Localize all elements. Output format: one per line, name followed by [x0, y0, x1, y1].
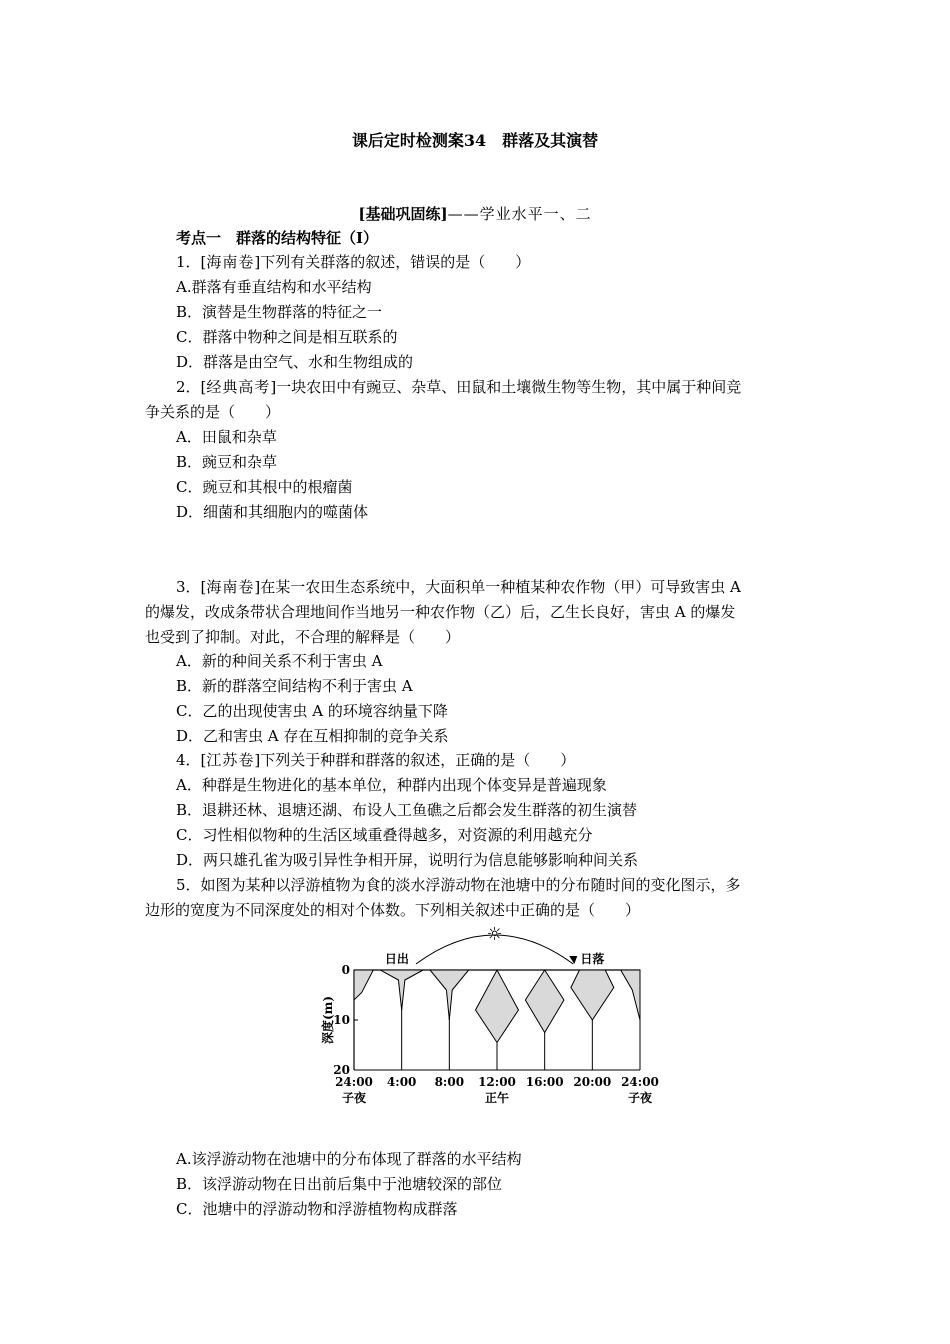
page-title: 课后定时检测案34 群落及其演替 [351, 131, 599, 150]
kaodian-heading: 考点一 群落的结构特征（Ⅰ） [176, 229, 379, 247]
section-label: [基础巩固练] [358, 205, 448, 223]
profile-polygon [476, 970, 519, 1043]
question-4-option-c: C．习性相似物种的生活区域重叠得越多，对资源的利用越充分 [176, 826, 593, 844]
arrow-head-icon [569, 956, 577, 964]
x-sublabel: 子夜 [341, 1091, 367, 1105]
sunset-label: 日落 [580, 952, 605, 966]
question-4-option-b: B．退耕还林、退塘还湖、布设人工鱼礁之后都会发生群落的初生演替 [176, 801, 638, 819]
x-tick-label: 4:00 [386, 1075, 417, 1089]
x-tick-label: 24:00 [621, 1075, 659, 1089]
question-3-option-d: D．乙和害虫 A 存在互相抑制的竞争关系 [176, 727, 449, 745]
sunrise-label: 日出 [384, 952, 409, 966]
zooplankton-chart [320, 920, 660, 1120]
x-tick-label: 20:00 [573, 1075, 612, 1089]
question-5-option-b: B．该浮游动物在日出前后集中于池塘较深的部位 [176, 1175, 503, 1193]
y-tick-label: 20 [333, 1063, 350, 1077]
question-4-option-a: A．种群是生物进化的基本单位，种群内出现个体变异是普遍现象 [176, 776, 607, 794]
x-tick-label: 24:00 [335, 1075, 373, 1089]
question-5-stem-line2: 边形的宽度为不同深度处的相对个体数。下列相关叙述中正确的是（ ） [145, 901, 641, 919]
profile-polygon [525, 970, 564, 1033]
x-sublabel: 正午 [484, 1091, 510, 1105]
sun-icon: ☼ [486, 924, 503, 945]
y-tick-label: 0 [341, 963, 350, 977]
section-heading [0, 203, 950, 224]
question-3-option-a: A．新的种间关系不利于害虫 A [176, 652, 383, 670]
y-tick-label: 10 [333, 1013, 350, 1027]
question-1-option-a: A.群落有垂直结构和水平结构 [176, 278, 372, 296]
question-1-option-d: D．群落是由空气、水和生物组成的 [176, 353, 414, 371]
question-2-stem: 2．[经典高考]一块农田中有豌豆、杂草、田鼠和土壤微生物等生物，其中属于种间竞 [176, 378, 742, 396]
question-2-stem-line2: 争关系的是（ ） [145, 403, 281, 421]
profile-polygon [621, 970, 640, 1020]
question-3-stem-line3: 也受到了抑制。对此，不合理的解释是（ ） [145, 628, 461, 646]
question-1-stem: 1．[海南卷]下列有关群落的叙述，错误的是（ ） [176, 253, 531, 271]
question-4-stem: 4．[江苏卷]下列关于种群和群落的叙述，正确的是（ ） [176, 751, 576, 769]
profile-polygon [354, 970, 373, 1000]
question-5-option-a: A.该浮游动物在池塘中的分布体现了群落的水平结构 [176, 1150, 522, 1168]
question-3-option-c: C．乙的出现使害虫 A 的环境容纳量下降 [176, 702, 448, 720]
question-5-stem: 5．如图为某种以浮游植物为食的淡水浮游动物在池塘中的分布随时间的变化图示，多 [176, 876, 741, 894]
zooplankton-figure [320, 920, 660, 1120]
x-sublabel: 子夜 [627, 1091, 653, 1105]
section-sub: ——学业水平一、二 [447, 205, 592, 223]
profile-polygon [430, 970, 469, 1020]
question-2-option-b: B．豌豆和杂草 [176, 453, 278, 471]
question-2-option-d: D．细菌和其细胞内的噬菌体 [176, 503, 369, 521]
x-tick-label: 12:00 [478, 1075, 516, 1089]
profile-polygon [571, 970, 614, 1020]
question-5-option-c: C．池塘中的浮游动物和浮游植物构成群落 [176, 1200, 458, 1218]
question-3-stem-line2: 的爆发，改成条带状合理地间作当地另一种农作物（乙）后，乙生长良好，害虫 A 的爆发 [145, 603, 736, 621]
question-1-option-c: C．群落中物种之间是相互联系的 [176, 328, 398, 346]
question-2-option-a: A．田鼠和杂草 [176, 428, 277, 446]
question-1-option-b: B．演替是生物群落的特征之一 [176, 303, 383, 321]
question-3-stem: 3．[海南卷]在某一农田生态系统中，大面积单一种植某种农作物（甲）可导致害虫 A [176, 578, 741, 596]
profile-polygon [380, 970, 423, 1010]
question-3-option-b: B．新的群落空间结构不利于害虫 A [176, 677, 413, 695]
y-axis-label: 深度(m) [321, 995, 335, 1045]
question-4-option-d: D．两只雄孔雀为吸引异性争相开屏，说明行为信息能够影响种间关系 [176, 851, 639, 869]
x-tick-label: 8:00 [434, 1075, 465, 1089]
question-2-option-c: C．豌豆和其根中的根瘤菌 [176, 478, 353, 496]
x-tick-label: 16:00 [525, 1075, 564, 1089]
